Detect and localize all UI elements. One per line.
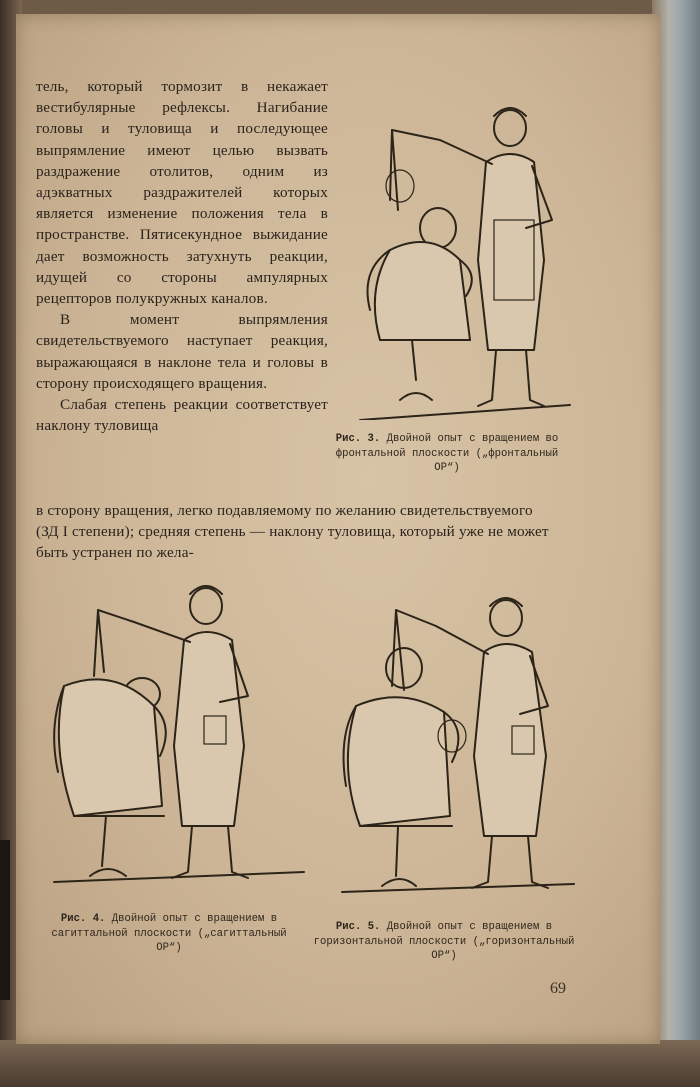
figure-4-label: Рис. 4.: [60, 913, 106, 925]
figure-4-illustration: [34, 576, 316, 906]
paragraph-1: тель, который тормозит в некажает вестибулярные рефлексы. Нагибание головы и туловища и последующее выпрямление имеют целью вызвать раздражение отолитов, одним из адэкватных раздражителей которых является изменение положения тела в пространстве. Пятисекундное выжидание дает возможность затухнуть реакции, идущей со стороны ампулярных рецепторов полукружных каналов.: [36, 78, 328, 308]
paragraph-3-continuation: в сторону вращения, легко подавляемому по желанию свидетельствуемого (ЗД I степени); средняя степень — наклону туловища, который уже не может быть устранен по жела-: [36, 502, 549, 562]
figure-3-illustration: [320, 100, 590, 420]
left-column-text: [36, 76, 328, 436]
figure-3-caption-text: Двойной опыт с вращением во фронтальной плоскости („фронтальный ОР“): [335, 433, 559, 474]
figure-4-caption: [38, 912, 300, 956]
figure-5-label: Рис. 5.: [335, 921, 381, 933]
page-number: 69: [550, 980, 566, 997]
full-width-text: [36, 500, 556, 564]
paragraph-2: В момент выпрямления свидетельствуемого наступает реакция, выражающаяся в наклоне тела и головы в сторону происходящего вращения.: [36, 311, 328, 392]
book-bottom-edge: [0, 1040, 700, 1087]
book-page: [16, 14, 660, 1044]
figure-5-caption-text: Двойной опыт с вращением в горизонтальной плоскости („горизонтальный ОР“): [313, 921, 575, 962]
paragraph-3: Слабая степень реакции соответствует наклону туловища: [36, 396, 328, 435]
spine-dark-edge: [0, 840, 10, 1000]
figure-5-illustration: [312, 586, 590, 912]
figure-3-label: Рис. 3.: [335, 433, 381, 445]
figure-5-caption: [312, 920, 576, 964]
figure-3-caption: [321, 432, 573, 476]
figure-4-caption-text: Двойной опыт с вращением в сагиттальной плоскости („сагиттальный ОР“): [51, 913, 287, 954]
